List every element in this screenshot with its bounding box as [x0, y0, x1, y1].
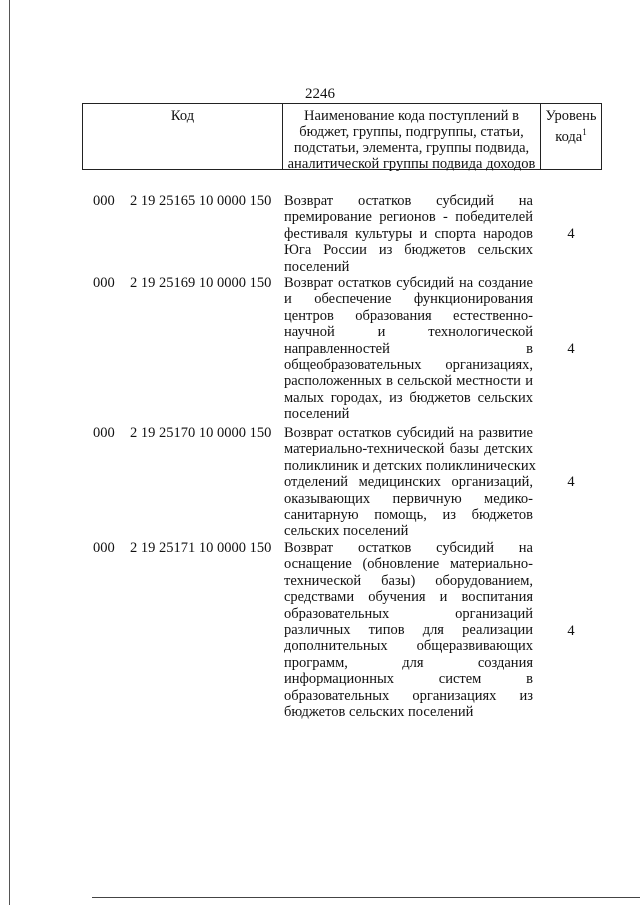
header-level-text: кода: [555, 128, 583, 145]
description-line: общеобразовательных организациях,: [284, 357, 533, 374]
row-prefix: 000: [93, 193, 115, 209]
description-line: направленностей в: [284, 340, 533, 357]
row-level: 4: [567, 474, 575, 490]
description-line: технической базы) оборудованием,: [284, 572, 533, 589]
description-line: Возврат остатков субсидий на создание: [284, 275, 533, 291]
description-line: отделений медицинских организаций,: [284, 474, 533, 491]
description-line: оказывающих первичную медико-: [284, 490, 533, 507]
header-level-line: Уровень: [545, 108, 597, 124]
page-number: 2246: [305, 86, 335, 102]
header-level-line: [541, 124, 601, 145]
description-line: информационных систем в: [284, 671, 533, 688]
description-line: материально-технической базы детских: [284, 441, 533, 458]
row-prefix: 000: [93, 275, 115, 291]
description-line: Юга России из бюджетов сельских: [284, 242, 533, 259]
header-name-line: подстатьи, элемента, группы подвида,: [293, 140, 530, 156]
description-line: центров образования естественно-: [284, 307, 533, 324]
description-line: премирование регионов - победителей: [284, 209, 533, 226]
row-description: [284, 193, 533, 275]
row-prefix: 000: [93, 425, 115, 441]
header-name-line: Наименование кода поступлений в: [304, 108, 519, 124]
row-code: 2 19 25171 10 0000 150: [130, 540, 272, 556]
description-line: поселений: [284, 406, 350, 423]
description-line: санитарную помощь, из бюджетов: [284, 507, 533, 524]
description-line: Возврат остатков субсидий на: [284, 193, 533, 209]
footnote-marker: 1: [582, 127, 587, 137]
page-bottom-rule: [92, 897, 640, 898]
row-level: 4: [567, 623, 575, 639]
header-code-cell: [82, 103, 282, 170]
description-line: расположенных в сельской местности и: [284, 373, 533, 390]
row-code: 2 19 25169 10 0000 150: [130, 275, 272, 291]
row-description: [284, 275, 533, 423]
description-line: образовательных организациях из: [284, 687, 533, 704]
row-description: [284, 540, 533, 720]
description-line: различных типов для реализации: [284, 622, 533, 639]
row-prefix: 000: [93, 540, 115, 556]
description-line: поликлиник и детских поликлинических: [284, 457, 536, 474]
page-left-edge: [9, 0, 10, 905]
description-line: научной и технологической: [284, 324, 533, 341]
header-code-label: Код: [170, 108, 195, 124]
description-line: малых городах, из бюджетов сельских: [284, 389, 533, 406]
description-line: и обеспечение функционирования: [284, 291, 533, 308]
row-description: [284, 425, 536, 540]
header-name-cell: [282, 103, 540, 170]
description-line: бюджетов сельских поселений: [284, 704, 474, 721]
row-code: 2 19 25165 10 0000 150: [130, 193, 272, 209]
description-line: Возврат остатков субсидий на: [284, 540, 533, 556]
header-name-line: бюджет, группы, подгруппы, статьи,: [299, 124, 524, 140]
description-line: программ, для создания: [284, 654, 533, 671]
header-level-cell: [540, 103, 602, 170]
row-level: 4: [567, 341, 575, 357]
header-name-line: аналитической группы подвида доходов: [287, 156, 536, 172]
description-line: средствами обучения и воспитания: [284, 589, 533, 606]
description-line: оснащение (обновление материально-: [284, 556, 533, 573]
description-line: Возврат остатков субсидий на развитие: [284, 425, 533, 441]
description-line: сельских поселений: [284, 523, 409, 540]
description-line: фестиваля культуры и спорта народов: [284, 225, 533, 242]
description-line: дополнительных общеразвивающих: [284, 638, 533, 655]
row-code: 2 19 25170 10 0000 150: [130, 425, 272, 441]
description-line: образовательных организаций: [284, 605, 533, 622]
row-level: 4: [567, 226, 575, 242]
description-line: поселений: [284, 258, 350, 275]
